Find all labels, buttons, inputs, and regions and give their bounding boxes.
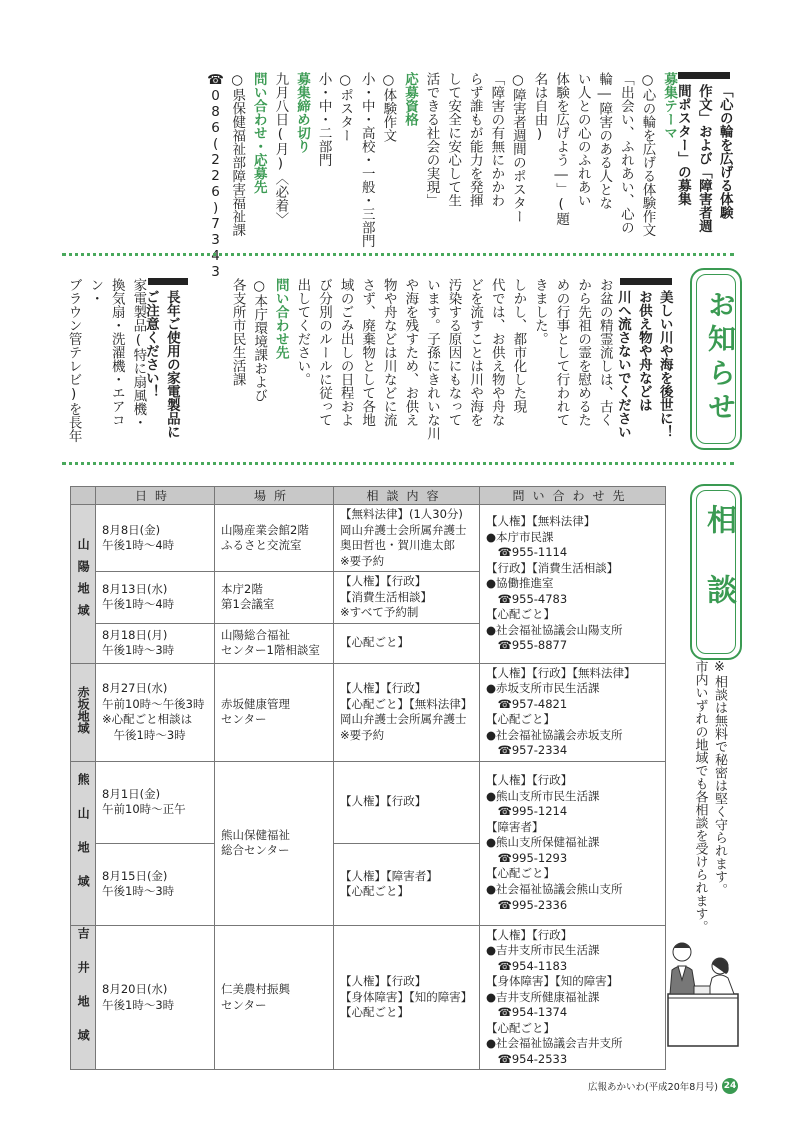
divider-dotted-2	[62, 462, 734, 465]
table-header-row	[71, 487, 666, 505]
consult-note: ※相談は無料で秘密は堅く守られます。 市内いずれの地域でも各相談を受けられます。	[692, 660, 727, 933]
eligibility-label: 応募資格	[401, 72, 418, 126]
header-datetime: 日時	[96, 487, 215, 505]
notice-body: お盆の精霊流しは、古く から先祖の霊を慰めるた めの行事として行われて きました。 しかし、都市化した現 代では、お供え物や舟な どを流すことは川や海を 汚染する原因にもなって います。子孫にきれいな川 や海を残すため、お供え 物や舟などは川などに流 さず、廃棄物として各地 域のごみ出しの日程およ び分別のルールに従って 出してください。 問い合わせ先 ○本庁環境課および 各支所市民生活課	[226, 278, 615, 448]
cell-content: 【人権】【行政】 【身体障害】【知的障害】 【心配ごと】	[334, 925, 480, 1070]
cell-content: 【心配ごと】	[334, 623, 480, 663]
area-akasaka: 赤坂地域	[71, 663, 96, 761]
deadline-label: 募集締め切り	[293, 72, 310, 153]
cell-content: 【人権】【行政】 【心配ごと】【無料法律】 岡山弁護士会所属弁護士 ※要予約	[334, 663, 480, 761]
header-content: 相談内容	[334, 487, 480, 505]
notice-contact-label: 問い合わせ先	[272, 278, 289, 359]
notice-title: 美しい川や海を後世に！ お供え物や舟などは 川へ流さないでください	[614, 290, 673, 439]
cell-date: 8月20日(水) 午後1時～3時	[96, 925, 215, 1070]
header-place: 場所	[215, 487, 334, 505]
cell-date: 8月1日(金) 午前10時～正午	[96, 761, 215, 843]
section-bar-top	[678, 72, 730, 79]
consult-badge: 相談	[690, 484, 742, 660]
cell-content: 【人権】【行政】 【消費生活相談】 ※すべて予約制	[334, 572, 480, 624]
area-sanyo: 山陽地域	[71, 505, 96, 664]
cell-date: 8月27日(水) 午前10時～午後3時 ※心配ごと相談は 午後1時～3時	[96, 663, 215, 761]
contact-label: 問い合わせ・応募先	[250, 72, 267, 194]
cell-content: 【人権】【行政】	[334, 761, 480, 843]
appliance-body: 家電製品(特に扇風機・ 換気扇・洗濯機・エアコン・ ブラウン管テレビ)を長年	[65, 278, 147, 443]
cell-date: 8月18日(月) 午後1時～3時	[96, 623, 215, 663]
cell-place: 山陽産業会館2階 ふるさと交流室	[215, 505, 334, 572]
cell-date: 8月8日(金) 午後1時～4時	[96, 505, 215, 572]
cell-date: 8月15日(金) 午後1時～3時	[96, 843, 215, 925]
area-yoshii: 吉井地域	[71, 925, 96, 1070]
section-bar-appliance	[148, 278, 188, 285]
cell-contact: 【人権】【行政】 ●吉井支所市民生活課 ☎954-1183 【身体障害】【知的障害】 ●吉井支所健康福祉課 ☎954-1374 【心配ごと】 ●社会福祉協議会吉井支所 ☎954-2533	[480, 925, 666, 1070]
table-row	[71, 761, 666, 843]
cell-contact: 【人権】【行政】【無料法律】 ●赤坂支所市民生活課 ☎957-4821 【心配ごと】 ●社会福祉協議会赤坂支所 ☎957-2334	[480, 663, 666, 761]
table-row	[71, 663, 666, 761]
notice-badge: お知らせ	[690, 268, 742, 450]
cell-place: 本庁2階 第1会議室	[215, 572, 334, 624]
cell-content: 【人権】【障害者】 【心配ごと】	[334, 843, 480, 925]
cell-date: 8月13日(水) 午後1時～4時	[96, 572, 215, 624]
table-row	[71, 505, 666, 572]
cell-contact: 【人権】【行政】 ●熊山支所市民生活課 ☎995-1214 【障害者】 ●熊山支所保健福祉課 ☎995-1293 【心配ごと】 ●社会福祉協議会熊山支所 ☎995-2336	[480, 761, 666, 925]
recruitment-title: 「心の輪を広げる体験 作文」および「障害者週 間ポスター」の募集	[674, 84, 733, 233]
consultation-illustration	[664, 936, 742, 1056]
divider-dotted-1	[62, 253, 734, 256]
section-bar-notice	[620, 278, 672, 285]
cell-content: 【無料法律】(1人30分) 岡山弁護士会所属弁護士 奥田哲也・賀川進太郎 ※要予約	[334, 505, 480, 572]
area-kumayama: 熊山地域	[71, 761, 96, 925]
page-footer	[588, 1078, 738, 1094]
header-blank	[71, 487, 96, 505]
theme-label: 募集テーマ	[661, 72, 678, 140]
cell-place: 仁美農村振興 センター	[215, 925, 334, 1070]
publication-name: 広報あかいわ(平成20年8月号)	[587, 1082, 718, 1093]
consult-table	[70, 486, 666, 1070]
cell-place: 赤坂健康管理 センター	[215, 663, 334, 761]
page-number: 24	[722, 1078, 738, 1094]
cell-place: 山陽総合福祉 センター1階相談室	[215, 623, 334, 663]
recruitment-body: 募集テーマ ○心の輪を広げる体験作文 「出会い、ふれあい、心の 輪―障害のある人とな い人との心のふれあい 体験を広げよう―」(題 名は自由) ○障害者週間のポスター 「障害の有無にかかわ らず誰もが能力を発揮 して安全に安心して生 活できる社会の実現」 応募資格 ○体験作文 小・中・高校・一般・三部門 ○ポスター 小・中・二部門 募集締め切り 九月八日(月)〈必着〉 問い合わせ・応募先 ○県保健福祉部障害福祉課 ☎086(226)7343	[207, 72, 678, 280]
table-row	[71, 925, 666, 1070]
cell-place: 熊山保健福祉 総合センター	[215, 761, 334, 925]
cell-contact: 【人権】【無料法律】 ●本庁市民課 ☎955-1114 【行政】【消費生活相談】 ●協働推進室 ☎955-4783 【心配ごと】 ●社会福祉協議会山陽支所 ☎955-8877	[480, 505, 666, 664]
header-contact: 問い合わせ先	[480, 487, 666, 505]
appliance-title: 長年ご使用の家電製品に ご注意ください！	[142, 290, 180, 439]
